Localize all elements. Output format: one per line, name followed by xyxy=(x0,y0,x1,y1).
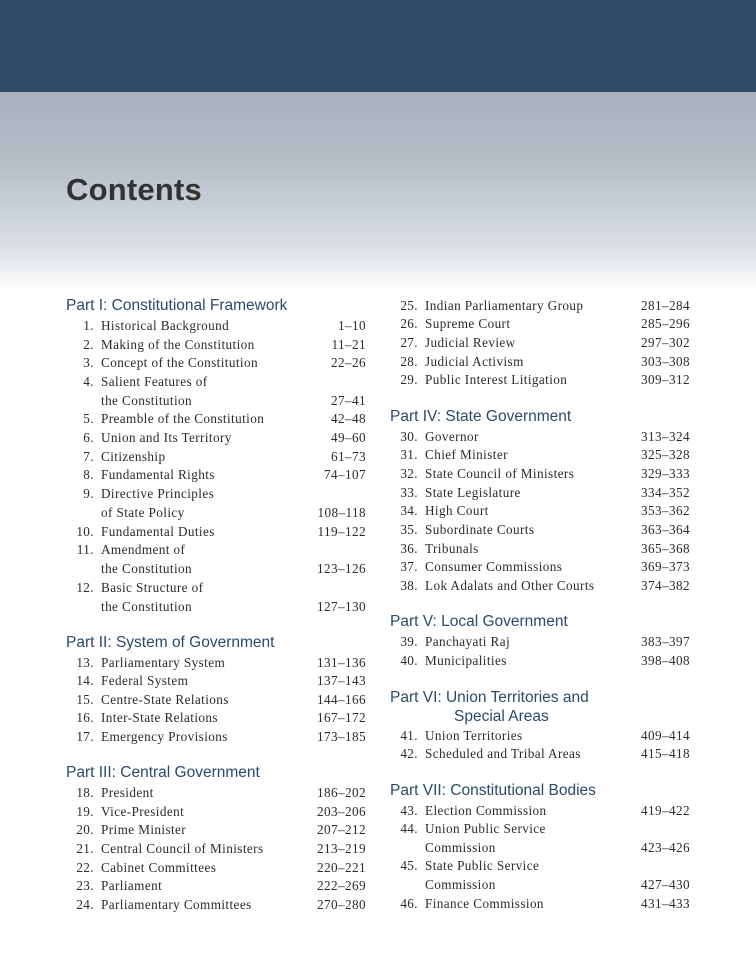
part-heading: Part VI: Union Territories and Special Areas xyxy=(390,689,589,725)
part-heading: Part V: Local Government xyxy=(390,613,568,630)
part-heading: Part II: System of Government xyxy=(66,634,275,651)
part-heading: Part I: Constitutional Framework xyxy=(66,297,288,314)
part-heading: Part VII: Constitutional Bodies xyxy=(390,782,596,799)
page-title: Contents xyxy=(66,172,202,207)
part-heading: Part III: Central Government xyxy=(66,764,260,781)
part-heading: Part IV: State Government xyxy=(390,408,572,425)
header-band xyxy=(0,0,756,92)
